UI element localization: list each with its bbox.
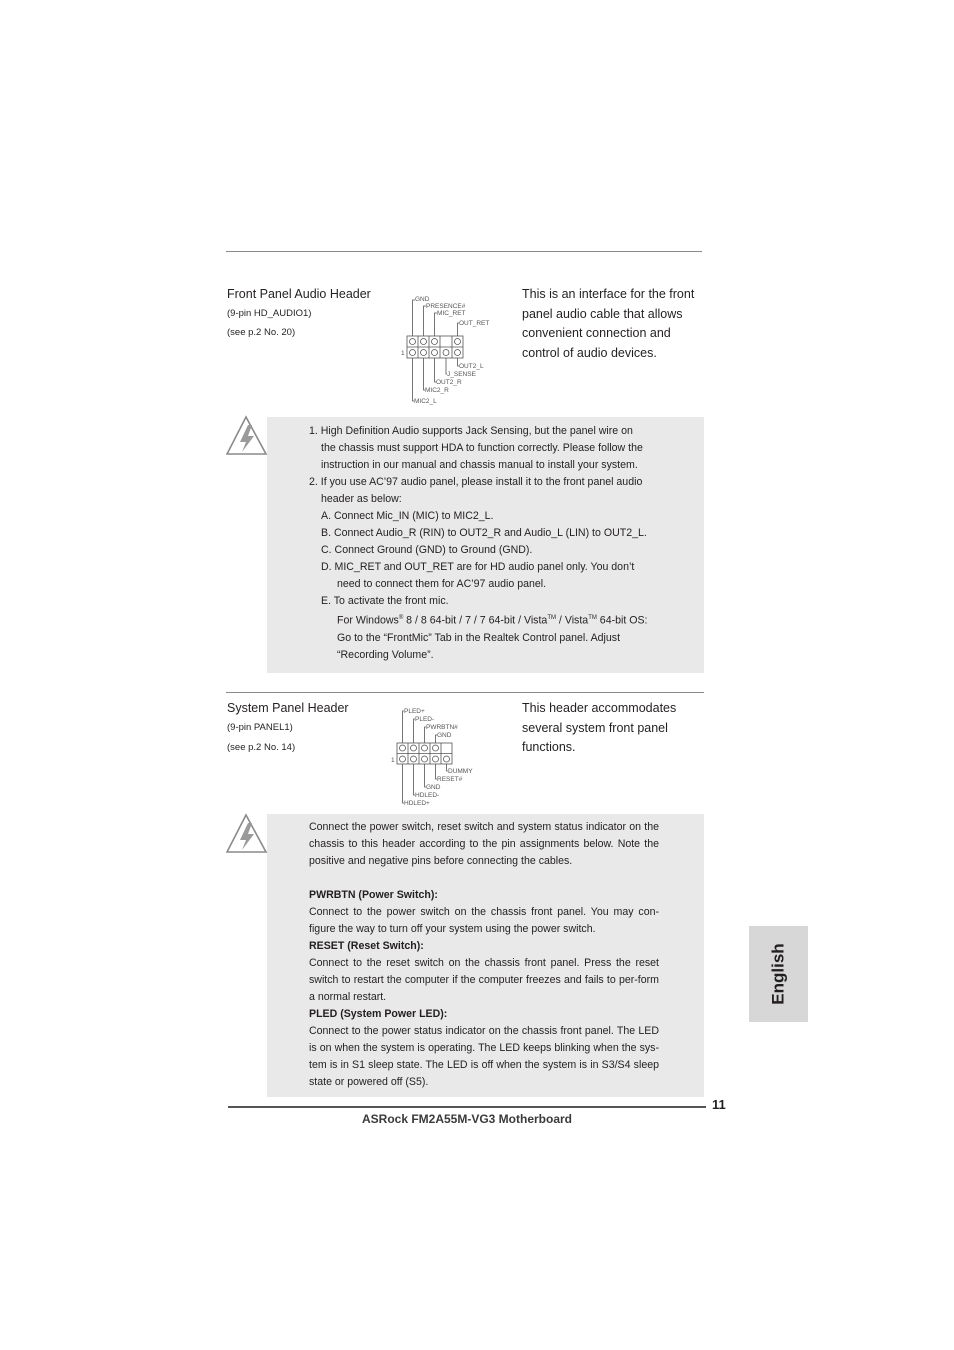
reset-text: Connect to the reset switch on the chassis front panel. Press the reset switch to restart the computer if the computer freezes and fails to per-form a normal restart.	[309, 957, 659, 1003]
note-line: instruction in our manual and chassis manual to install your system.	[321, 459, 638, 471]
system-panel-see: (see p.2 No. 14)	[227, 742, 296, 753]
note-line: C. Connect Ground (GND) to Ground (GND).	[321, 544, 533, 556]
front-audio-see: (see p.2 No. 20)	[227, 327, 296, 338]
pin-label: OUT2_L	[459, 363, 484, 370]
pin-label: J_SENSE	[447, 371, 476, 378]
hd-audio-pin-diagram	[395, 292, 505, 407]
pin-label: DUMMY	[448, 768, 473, 775]
pin-label: MIC_RET	[437, 310, 466, 317]
front-audio-pin: (9-pin HD_AUDIO1)	[227, 308, 312, 319]
pin-label: MIC2_L	[414, 398, 437, 405]
pwrbtn-heading: PWRBTN (Power Switch):	[309, 889, 438, 901]
pled-heading: PLED (System Power LED):	[309, 1008, 448, 1020]
pin-label: PWRBTN#	[426, 724, 458, 731]
note-line: “Recording Volume”.	[337, 648, 434, 661]
note-line: Go to the “FrontMic” Tab in the Realtek Control panel. Adjust	[337, 631, 621, 644]
pin-label: PLED-	[415, 716, 435, 723]
language-tab-english: English	[749, 926, 808, 1022]
pin-label: PRESENCE#	[426, 303, 466, 310]
system-panel-description: This header accommodates several system front panel functions.	[522, 701, 677, 754]
note-line: B. Connect Audio_R (RIN) to OUT2_R and Audio_L (LIN) to OUT2_L.	[321, 527, 647, 539]
system-panel-title: System Panel Header	[227, 701, 349, 715]
front-audio-description: This is an interface for the front panel audio cable that allows convenient connection and control of audio devices.	[522, 287, 695, 360]
note-line-windows: For Windows® 8 / 8 64-bit / 7 / 7 64-bit / Vista™ / Vista™ 64-bit OS:	[337, 614, 648, 627]
pin-label: GND	[437, 732, 452, 739]
pin-label: GND	[426, 784, 441, 791]
note-line: 1. High Definition Audio supports Jack Sensing, but the panel wire on	[309, 425, 633, 437]
pin-label: PLED+	[404, 708, 425, 715]
reset-heading: RESET (Reset Switch):	[309, 940, 424, 952]
pin-label: RESET#	[437, 776, 463, 783]
panel-pin-diagram	[390, 705, 475, 808]
note-line: A. Connect Mic_IN (MIC) to MIC2_L.	[321, 510, 494, 522]
note-line: D. MIC_RET and OUT_RET are for HD audio panel only. You don’t	[321, 561, 635, 573]
warning-icon	[226, 415, 268, 457]
note-line: header as below:	[321, 493, 402, 505]
pin-label: OUT2_R	[436, 379, 462, 386]
pin-label: OUT_RET	[459, 320, 490, 327]
panel-note-text	[309, 819, 659, 1091]
top-divider	[226, 251, 702, 252]
note-line: E. To activate the front mic.	[321, 595, 449, 607]
pin-label: MIC2_R	[425, 387, 449, 394]
pin-label: GND	[415, 296, 430, 303]
note-line: 2. If you use AC’97 audio panel, please install it to the front panel audio	[309, 476, 643, 488]
panel-note-intro: Connect the power switch, reset switch and system status indicator on the chassis to this header according to the pin assignments below. Note the positive and negative pins before connecting the cables.	[309, 821, 659, 867]
pled-text: Connect to the power status indicator on the chassis front panel. The LED is on when the system is operating. The LED keeps blinking when the sys-tem is in S1 sleep state. The LED is off when the system is in S3/S4 sleep state or powered off (S5).	[309, 1025, 659, 1088]
pin-label: HDLED-	[415, 792, 440, 799]
front-audio-title: Front Panel Audio Header	[227, 287, 371, 301]
audio-note-text	[309, 423, 689, 664]
pwrbtn-text: Connect to the power switch on the chassis front panel. You may con-figure the way to turn off your system using the power switch.	[309, 906, 659, 935]
pin-label: HDLED+	[404, 800, 430, 807]
footer-product: ASRock FM2A55M-VG3 Motherboard	[361, 1112, 573, 1126]
note-line: the chassis must support HDA to function correctly. Please follow the	[321, 442, 643, 454]
footer-rule	[228, 1106, 706, 1108]
page-number: 11	[712, 1097, 726, 1112]
pin-one-label: 1	[401, 350, 405, 357]
section-divider	[226, 692, 704, 693]
note-line: need to connect them for AC’97 audio panel.	[337, 578, 547, 590]
warning-icon	[226, 813, 268, 855]
system-panel-pin: (9-pin PANEL1)	[227, 722, 293, 733]
pin-one-label: 1	[391, 757, 395, 764]
